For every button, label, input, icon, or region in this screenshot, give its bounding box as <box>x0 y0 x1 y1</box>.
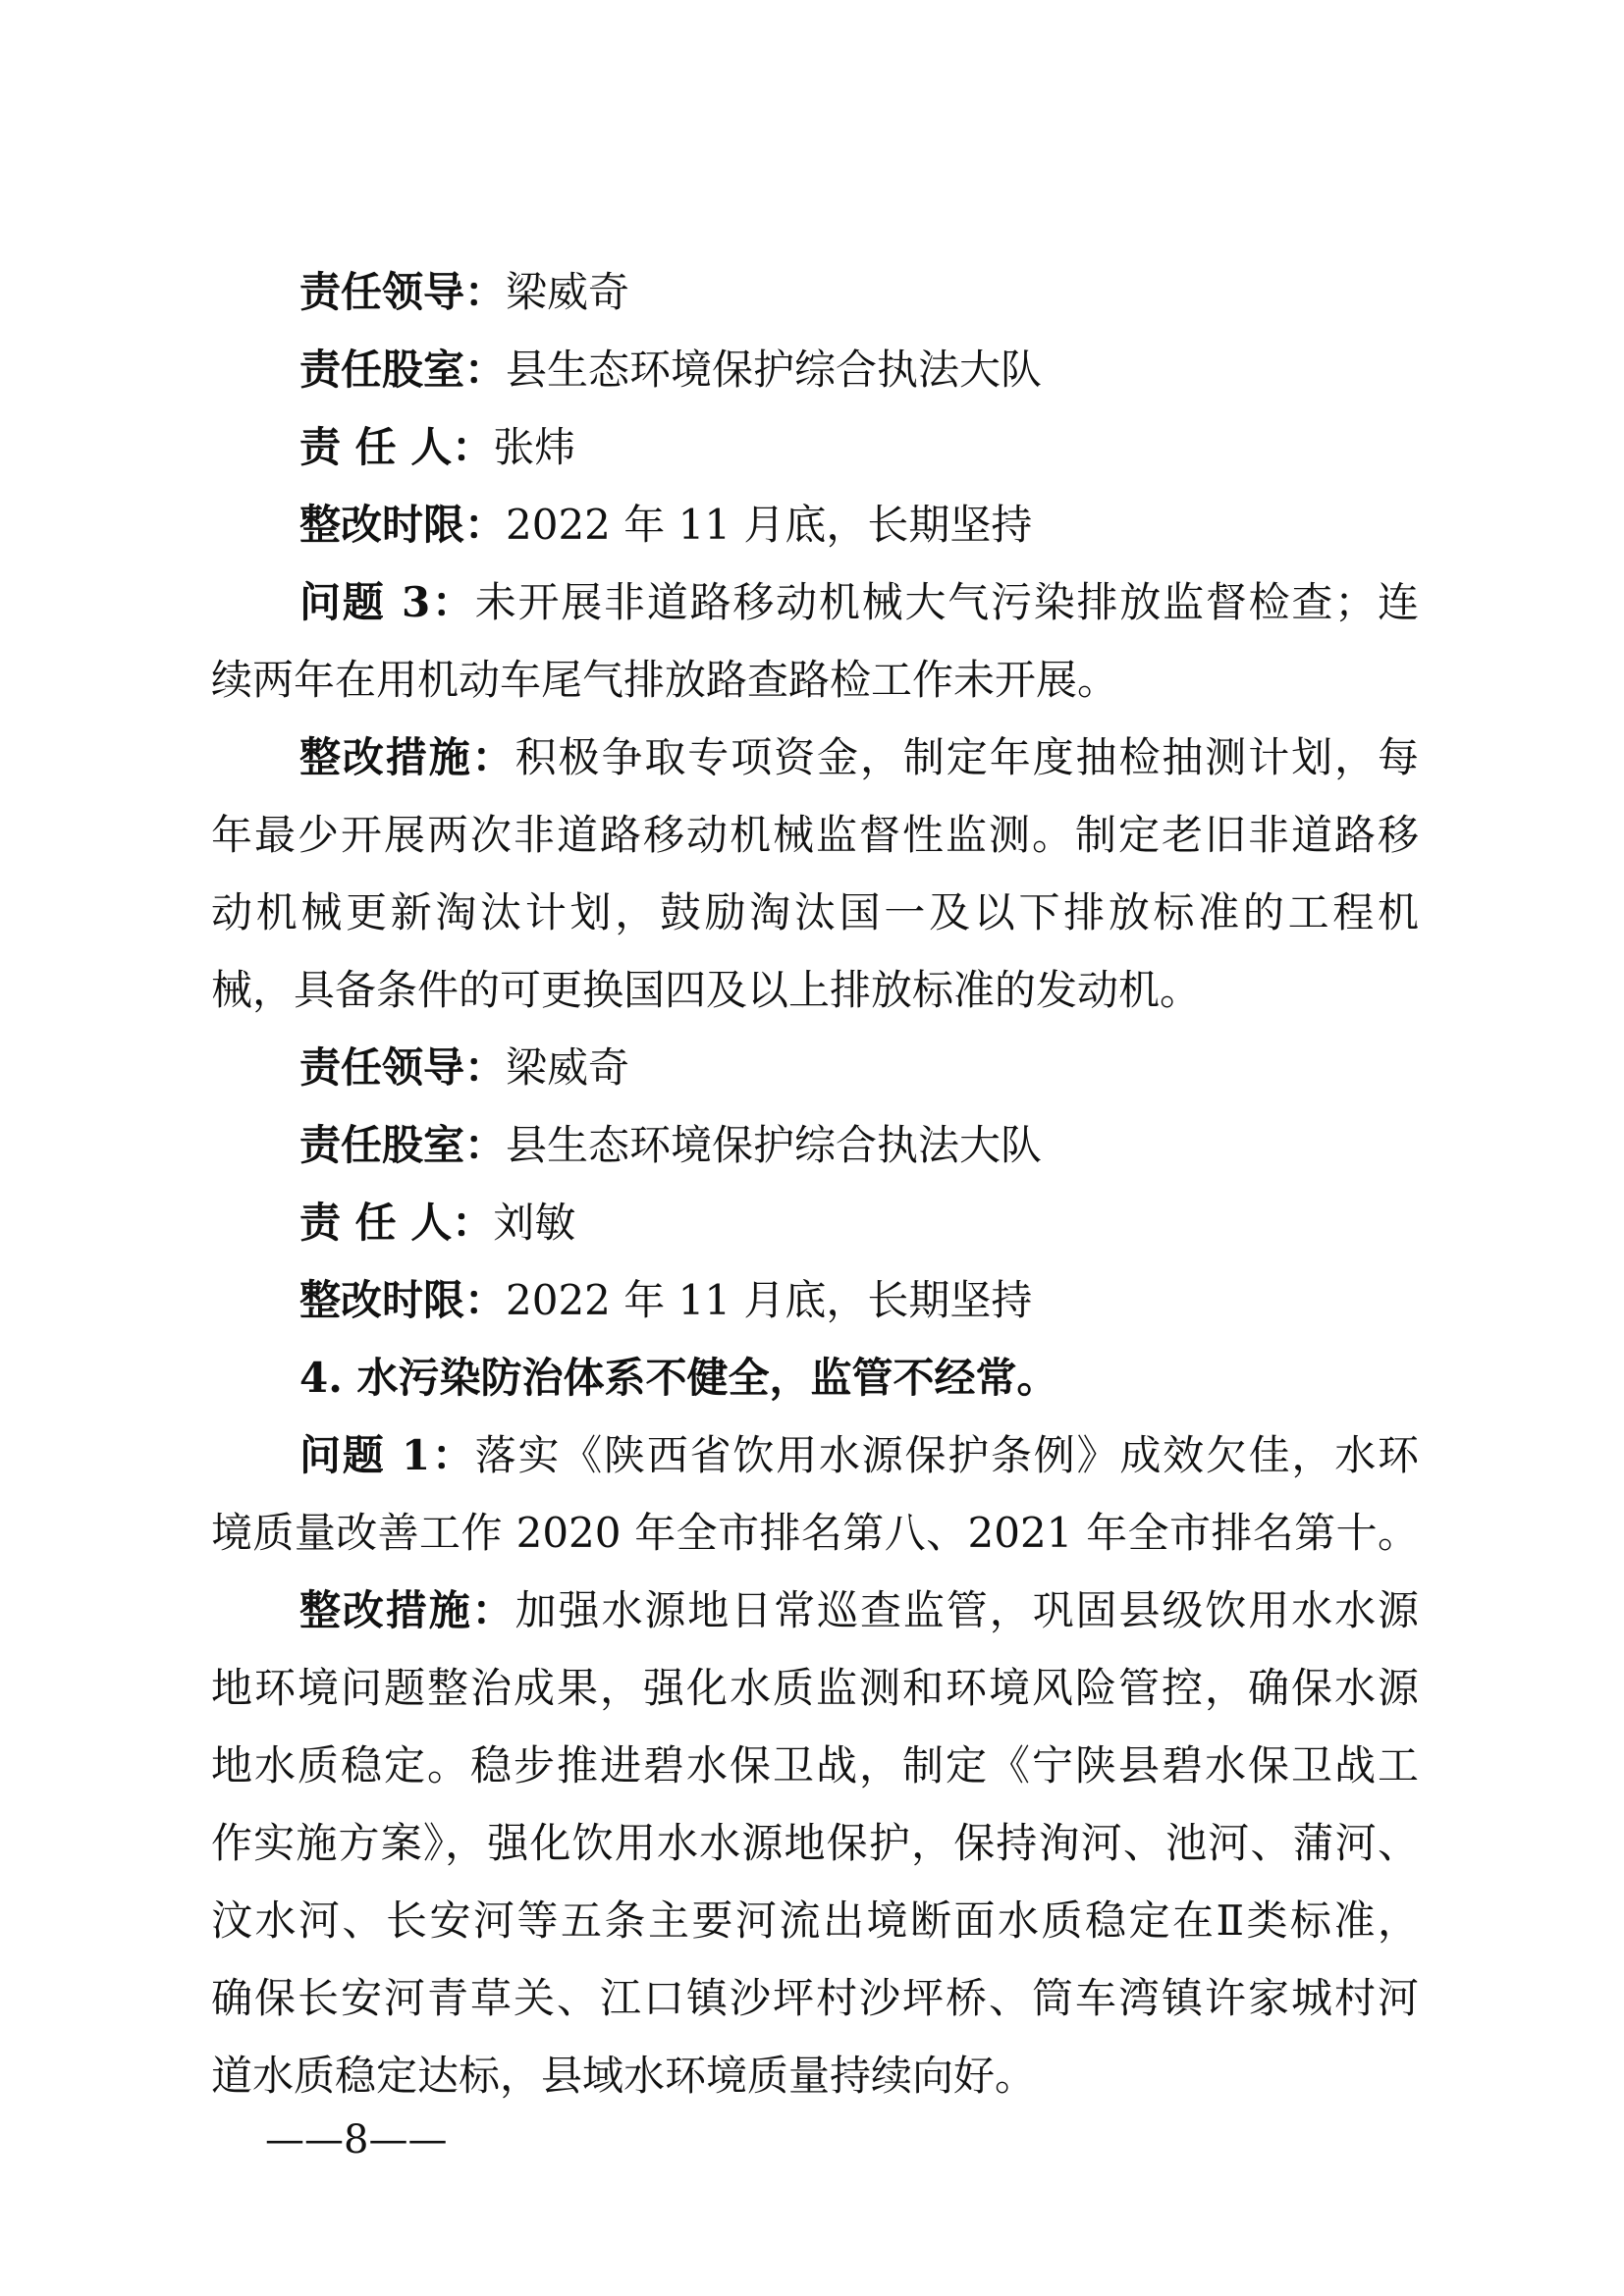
responsible-person-value-2: 刘敏 <box>493 1199 576 1247</box>
measures-1-text-5: 汶水河、长安河等五条主要河流出境断面水质稳定在Ⅱ类标准， <box>211 1896 1419 1945</box>
measures-3-text-4: 械，具备条件的可更换国四及以上排放标准的发动机。 <box>211 966 1202 1014</box>
deadline-value-2: 2022 年 11 月底，长期坚持 <box>506 1276 1033 1324</box>
measures-1-line-6 <box>0 1960 1624 2037</box>
measures-1-text-6: 确保长安河青草关、江口镇沙坪村沙坪桥、筒车湾镇许家城村河 <box>211 1974 1419 2022</box>
measures-1-text-2: 地环境问题整治成果，强化水质监测和环境风险管控，确保水源 <box>211 1664 1419 1712</box>
measures-3-text-2: 年最少开展两次非道路移动机械监督性监测。制定老旧非道路移 <box>211 811 1419 859</box>
responsible-person-value: 张炜 <box>493 423 576 471</box>
deadline-label-2: 整改时限： <box>299 1276 507 1324</box>
measures-1-line-5 <box>0 1883 1624 1959</box>
issue-1-label: 问题 1： <box>299 1431 475 1479</box>
section-4-heading: 4. 水污染防治体系不健全，监管不经常。 <box>299 1354 1058 1402</box>
responsible-office-value-2: 县生态环境保护综合执法大队 <box>506 1121 1043 1169</box>
responsible-office-line-2 <box>0 1107 1624 1184</box>
measures-3-text-3: 动机械更新淘汰计划，鼓励淘汰国一及以下排放标准的工程机 <box>211 888 1419 936</box>
measures-1-line-3 <box>0 1728 1624 1804</box>
measures-1-text-4: 作实施方案》，强化饮用水水源地保护，保持洵河、池河、蒲河、 <box>211 1819 1419 1867</box>
issue-3-text-2: 续两年在用机动车尾气排放路查路检工作未开展。 <box>211 656 1119 704</box>
deadline-label: 整改时限： <box>299 501 507 549</box>
responsible-leader-line <box>0 254 1624 331</box>
deadline-line <box>0 487 1624 563</box>
responsible-leader-label: 责任领导： <box>299 268 507 316</box>
responsible-person-line-2 <box>0 1185 1624 1261</box>
issue-3-line-2 <box>0 642 1624 719</box>
measures-1-line-4 <box>0 1805 1624 1882</box>
deadline-line-2 <box>0 1262 1624 1339</box>
responsible-leader-value: 梁威奇 <box>506 268 630 316</box>
responsible-leader-value-2: 梁威奇 <box>506 1043 630 1092</box>
responsible-person-line <box>0 409 1624 486</box>
measures-1-line-1 <box>0 1573 1624 1649</box>
measures-1-text-7: 道水质稳定达标，县域水环境质量持续向好。 <box>211 2052 1037 2100</box>
responsible-office-value: 县生态环境保护综合执法大队 <box>506 346 1043 394</box>
issue-1-text-1: 落实《陕西省饮用水源保护条例》成效欠佳，水环 <box>474 1431 1419 1479</box>
measures-1-line-2 <box>0 1650 1624 1727</box>
issue-1-line-1 <box>0 1417 1624 1494</box>
measures-3-line-2 <box>0 797 1624 874</box>
measures-1-text-1: 加强水源地日常巡查监管，巩固县级饮用水水源 <box>514 1586 1419 1634</box>
measures-3-label: 整改措施： <box>299 733 515 781</box>
measures-1-label: 整改措施： <box>299 1586 515 1634</box>
responsible-office-label-2: 责任股室： <box>299 1121 507 1169</box>
responsible-office-label: 责任股室： <box>299 346 507 394</box>
issue-3-line-1 <box>0 564 1624 641</box>
measures-1-text-3: 地水质稳定。稳步推进碧水保卫战，制定《宁陕县碧水保卫战工 <box>211 1741 1419 1789</box>
measures-1-line-7 <box>0 2038 1624 2114</box>
measures-3-line-1 <box>0 720 1624 796</box>
issue-3-text-1: 未开展非道路移动机械大气污染排放监督检查；连 <box>474 578 1419 626</box>
deadline-value: 2022 年 11 月底，长期坚持 <box>506 501 1033 549</box>
measures-3-line-3 <box>0 875 1624 951</box>
measures-3-line-4 <box>0 952 1624 1029</box>
measures-3-text-1: 积极争取专项资金，制定年度抽检抽测计划，每 <box>514 733 1419 781</box>
responsible-office-line <box>0 332 1624 408</box>
issue-1-line-2 <box>0 1495 1624 1572</box>
responsible-person-label: 责 任 人： <box>299 423 494 471</box>
responsible-person-label-2: 责 任 人： <box>299 1199 494 1247</box>
responsible-leader-label-2: 责任领导： <box>299 1043 507 1092</box>
issue-1-text-2: 境质量改善工作 2020 年全市排名第八、2021 年全市排名第十。 <box>211 1509 1419 1557</box>
issue-3-label: 问题 3： <box>299 578 475 626</box>
page-number: ——8—— <box>265 2117 448 2163</box>
responsible-leader-line-2 <box>0 1030 1624 1106</box>
